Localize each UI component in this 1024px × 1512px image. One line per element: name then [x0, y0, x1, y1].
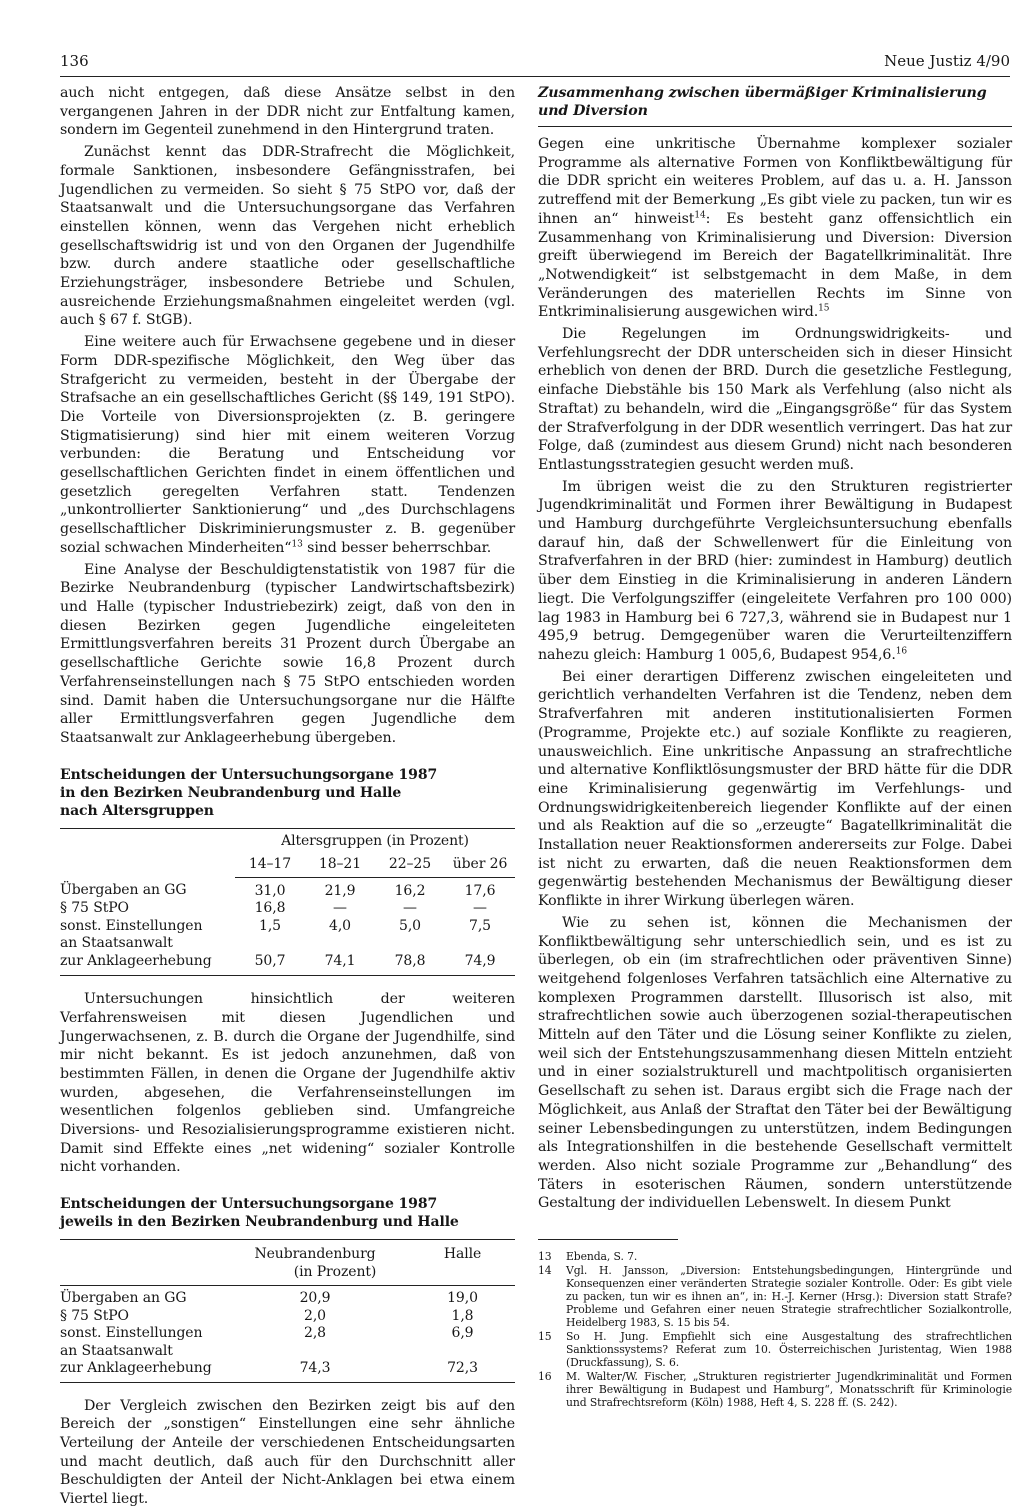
- footnote-ref: 15: [818, 303, 830, 314]
- footnote-ref: 14: [694, 210, 706, 221]
- paragraph: Im übrigen weist die zu den Strukturen registrierter Jugendkriminalität und Formen ihrer Bewältigung in Budapest und Hamburg durchgeführte Vergleichsuntersuchung ebenfalls darauf hin, daß der Schwellenwert für die Einleitung von Strafverfahren in der BRD (hier: zumindest in Hamburg) deutlich über dem Einstieg in die Kriminalisierung in anderen Ländern liegt. Die Verfolgungsziffer (eingeleitete Verfahren pro 100 000) lag 1983 in Hamburg bei 6 727,3, während sie in Budapest nur 1 495,9 betrug. Demgegenüber waren die Verurteiltenziffern nahezu gleich: Hamburg 1 005,6, Budapest 954,6.16: [538, 478, 1012, 663]
- column-header: Neubrandenburg: [254, 1246, 376, 1263]
- table-group-header: Altersgruppen (in Prozent): [281, 832, 469, 849]
- journal-issue: Neue Justiz 4/90: [884, 52, 1010, 70]
- paragraph: Bei einer derartigen Differenz zwischen eingeleiteten und gerichtlich verhandelten Verfahren ist die Tendenz, neben dem Strafverfahren mit anderen institutionalisierten Formen (Programme, Projekte etc.) auf soziale Konflikte zu reagieren, unausweichlich. Eine unkritische Anpassung an strafrechtliche und alternative Konfliktlösungsmuster der BRD hätte für die DDR eine Kriminalisierung gegenwärtig im Verfehlungs- und Ordnungswidrigkeitenbereich liegender Konflikte auf der einen und als Reaktion auf die so „erzeugte“ Bagatellkriminalität die Installation neuer Reaktionsformen andererseits zur Folge. Dabei ist nicht zu erwarten, daß die neuen Reaktionsformen dem gegenwärtig bestehenden Mechanismus der Bewältigung dieser Konflikte in ihrer Wirkung überlegen wären.: [538, 668, 1012, 910]
- table1-title: Entscheidungen der Untersuchungsorgane 1987 in den Bezirken Neubrandenburg und Halle nach Altersgruppen: [60, 766, 438, 819]
- table-row: § 75 StPO 16,8 — — —: [60, 900, 487, 917]
- table-row: Übergaben an GG 31,0 21,9 16,2 17,6: [60, 882, 496, 899]
- paragraph: Gegen eine unkritische Übernahme komplexer sozialer Programme als alternative Formen von Konfliktbewältigung für die DDR spricht ein weiteres Problem, auf das u. a. H. Jansson zutreffend mit der Bemerkung „Es gibt viele zu packen, tun wir es ihnen an“ hinweist$^{14}$: Es besteht ganz offensichtlich ein Zusammenhang von Kriminalisierung und Diversion: Diversion greift überwiegend im Bereich der Bagatellkriminalität. Ihre „Notwendigkeit“ ist selbstgemacht in dem Maße, in dem Veränderungen des materiellen Rechts im Sinne von Entkriminalisierung ausgewichen wird.$^{15}$: [538, 136, 1013, 321]
- left-column: [60, 84, 515, 1512]
- column-header: 18–21: [305, 853, 375, 877]
- footnote: 14 Vgl. H. Jansson, „Diversion: Entstehungsbedingungen, Hintergründe und Konsequenzen einer veränderten Strategie sozialer Kontrolle. Oder: Es gibt viele zu packen, tun wir es ihnen an“, in: H.-J. Kerner (Hrsg.): Diversion statt Strafe? Probleme und Gefahren einer neuen Strategie strafrechtlicher Sozialkontrolle, Heidelberg 1983, S. 15 bis 54.: [538, 1264, 1012, 1330]
- page-header: [60, 50, 1010, 77]
- footnote-ref: 13: [291, 539, 303, 550]
- section-heading: Zusammenhang zwischen übermäßiger Kriminalisierung und Diversion: [538, 84, 1012, 127]
- paragraph: Der Vergleich zwischen den Bezirken zeigt bis auf den Bereich der „sonstigen“ Einstellungen eine sehr ähnliche Verteilung der Anteile der verschiedenen Entscheidungsarten und macht deutlich, daß auch für den Durchschnitt aller Beschuldigten der Anteil der Nicht-Anklagen bei etwa einem Viertel liegt.: [60, 1397, 515, 1508]
- right-column: [538, 84, 1012, 1410]
- paragraph: Eine Analyse der Beschuldigtenstatistik von 1987 für die Bezirke Neubrandenburg (typischer Landwirtschaftsbezirk) und Halle (typischer Industriebezirk) zeigt, daß von den in diesen Bezirken gegen Jugendliche eingeleiteten Ermittlungsverfahren bereits 31 Prozent durch Übergabe an gesellschaftliche Gerichte sowie 16,8 Prozent durch Verfahrenseinstellungen nach § 75 StPO entschieden worden sind. Damit haben die Untersuchungsorgane nur die Hälfte aller Ermittlungsverfahren gegen Jugendliche dem Staatsanwalt zur Anklageerhebung übergeben.: [60, 561, 515, 746]
- footnote: 15 So H. Jung. Empfiehlt sich eine Ausgestaltung des strafrechtlichen Sanktionssystems? Referat zum 10. Österreichischen Juristentag, Wien 1988 (Druckfassung), S. 6.: [538, 1330, 1012, 1370]
- table-row: zur Anklageerhebung 50,7 74,1 78,8 74,9: [60, 952, 496, 969]
- unit-label: (in Prozent): [293, 1263, 377, 1280]
- column-header: über 26: [445, 853, 515, 877]
- table-age-groups: [60, 828, 515, 977]
- paragraph: Eine weitere auch für Erwachsene gegebene und in dieser Form DDR-spezifische Möglichkeit, den Weg über das Strafgericht zu vermeiden, besteht in der Übergabe der Strafsache an ein gesellschaftliches Gericht (§§ 149, 191 StPO). Die Vorteile von Diversionsprojekten (z. B. geringere Stigmatisierung) sind hier mit einem weiteren Vorzug verbunden: die Beratung und Entscheidung vor gesellschaftlichen Gerichten findet in einem öffentlichen und gesetzlich geregelten Verfahren statt. Tendenzen „unkontrollierter Sanktionierung“ und „des Durchschlagens gesellschaftlicher Diskriminierungsmuster z. B. gegenüber sozial schwachen Minderheiten“$^{13}$ sind besser beherrschbar.: [60, 334, 515, 556]
- paragraph: Zunächst kennt das DDR-Strafrecht die Möglichkeit, formale Sanktionen, insbesondere Gefängnisstrafen, bei Jugendlichen zu vermeiden. So sieht § 75 StPO vor, daß der Staatsanwalt und die Untersuchungsorgane das Verfahren einstellen können, wenn das Vergehen nicht erheblich gesellschaftswidrig ist und von den Organen der Jugendhilfe bzw. durch andere staatliche oder gesellschaftliche Erziehungsträger, insbesondere Betriebe und Schulen, ausreichende Erziehungsmaßnahmen eingeleitet werden (vgl. auch § 67 f. StGB).: [60, 144, 515, 329]
- column-header: 14–17: [235, 853, 305, 877]
- table-row: § 75 StPO 2,0 1,8: [60, 1307, 474, 1324]
- table-row: an Staatsanwalt: [60, 935, 173, 952]
- footnote-divider: [538, 1239, 678, 1240]
- table-row: Übergaben an GG 20,9 19,0: [60, 1290, 478, 1307]
- paragraph: Untersuchungen hinsichtlich der weiteren Verfahrensweisen mit diesen Jugendlichen und Jungerwachsenen, z. B. durch die Organe der Jugendhilfe, sind mir nicht bekannt. Es ist jedoch anzunehmen, daß von bestimmten Fällen, in denen die Organe der Jugendhilfe aktiv wurden, abgesehen, die Verfahrenseinstellungen im wesentlichen folgenlos geblieben sind. Umfangreiche Diversions- und Resozialisierungsprogramme existieren nicht. Damit sind Effekte eines „net widening“ sozialer Kontrolle nicht vorhanden.: [60, 991, 515, 1176]
- table-row: sonst. Einstellungen 2,8 6,9: [60, 1325, 474, 1342]
- paragraph: auch nicht entgegen, daß diese Ansätze selbst in den vergangenen Jahren in der DDR nicht zur Entfaltung kamen, sondern im Gegenteil zunehmend in den Hintergrund traten.: [60, 85, 515, 139]
- paragraph: Die Regelungen im Ordnungswidrigkeits- und Verfehlungsrecht der DDR unterscheiden sich in dieser Hinsicht erheblich von denen der BRD. Durch die gesetzliche Festlegung, einfache Diebstähle bis 150 Mark als Verfehlung (also nicht als Straftat) zu behandeln, wird die „Eingangsgröße“ für das System der Strafverfolgung in der DDR wesentlich verringert. Das hat zur Folge, daß (zumindest aus diesem Grund) nicht nach besonderen Entlastungsstrategien gesucht werden muß.: [538, 326, 1012, 473]
- column-header: 22–25: [375, 853, 445, 877]
- table-row: an Staatsanwalt: [60, 1342, 173, 1359]
- table-districts: [60, 1239, 515, 1383]
- footnote: 16 M. Walter/W. Fischer, „Strukturen registrierter Jugendkriminalität und Formen ihrer Bewältigung in Budapest und Hamburg“, Monatsschrift für Kriminologie und Strafrechtsreform (Köln) 1988, Heft 4, S. 228 ff. (S. 242).: [538, 1370, 1012, 1410]
- footnote: 13 Ebenda, S. 7.: [538, 1250, 638, 1264]
- paragraph: Wie zu sehen ist, können die Mechanismen der Konfliktbewältigung sehr unterschiedlich sein, und es ist zu überlegen, ob ein (im strafrechtlichen oder präventiven Sinne) weitgehend folgenloses Verfahren tatsächlich eine Alternative zu komplexen Programmen darstellt. Illusorisch ist also, mit strafrechtlichen sowie auch überzogenen sozial-therapeutischen Mitteln auf den Täter und die Lösung seiner Konflikte zu zielen, weil sich der Entstehungszusammenhang diesen Mitteln entzieht und in einer sozialstrukturell und machtpolitisch organisierten Gesellschaft zu sehen ist. Daraus ergibt sich die Frage nach der Möglichkeit, aus Anlaß der Straftat den Täter bei der Bewältigung seiner Lebensbedingungen zu unterstützen, indem Bedingungen als Integrationshilfen in die bestehende Gesellschaft vermittelt werden. Also nicht soziale Programme zur „Behandlung“ des Täters in esoterischen Räumen, sondern unterstützende Gestaltung der individuellen Lebenswelt. In diesem Punkt: [538, 914, 1012, 1212]
- page-number: 136: [60, 52, 89, 70]
- table-row: zur Anklageerhebung 74,3 72,3: [60, 1360, 478, 1377]
- column-header: Halle: [410, 1240, 515, 1286]
- table-row: sonst. Einstellungen 1,5 4,0 5,0 7,5: [60, 917, 491, 934]
- table2-title: Entscheidungen der Untersuchungsorgane 1987 jeweils in den Bezirken Neubrandenburg und Halle: [60, 1196, 459, 1231]
- footnote-ref: 16: [895, 646, 907, 657]
